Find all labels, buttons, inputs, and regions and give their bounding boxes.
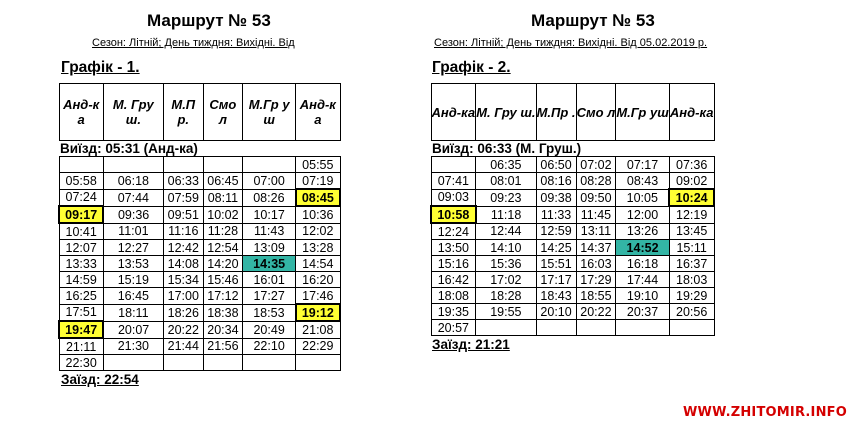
table-row xyxy=(431,206,714,223)
time-cell: 08:26 xyxy=(243,189,296,206)
time-cell: 11:01 xyxy=(103,223,163,240)
time-cell: 14:52 xyxy=(616,240,670,256)
time-cell: 18:38 xyxy=(203,304,242,321)
table-row xyxy=(431,240,714,256)
table-row xyxy=(59,173,340,190)
time-cell: 18:43 xyxy=(536,288,576,304)
time-cell: 11:16 xyxy=(163,223,203,240)
time-cell: 22:29 xyxy=(296,338,340,355)
season-info: Сезон: Літній; День тиждня: Вихідні. Від 05.02.2019 р. xyxy=(434,37,708,49)
time-cell: 08:43 xyxy=(616,173,670,190)
time-cell xyxy=(576,320,616,336)
time-cell: 14:20 xyxy=(203,256,242,272)
time-cell xyxy=(203,355,242,371)
time-cell: 20:22 xyxy=(163,321,203,338)
time-cell xyxy=(103,355,163,371)
time-cell: 14:59 xyxy=(59,272,103,288)
time-cell: 06:18 xyxy=(103,173,163,190)
time-cell: 17:46 xyxy=(296,288,340,305)
time-cell: 20:10 xyxy=(536,304,576,320)
time-cell: 21:44 xyxy=(163,338,203,355)
time-cell: 12:02 xyxy=(296,223,340,240)
table-row xyxy=(431,288,714,304)
column-header: М.П р. xyxy=(163,84,203,141)
time-cell xyxy=(616,320,670,336)
time-cell: 10:02 xyxy=(203,206,242,223)
time-cell: 08:28 xyxy=(576,173,616,190)
time-cell: 06:50 xyxy=(536,157,576,173)
time-cell: 12:44 xyxy=(476,223,536,240)
table-row xyxy=(59,288,340,305)
time-cell: 08:16 xyxy=(536,173,576,190)
time-cell: 21:30 xyxy=(103,338,163,355)
time-cell: 12:24 xyxy=(431,223,476,240)
time-cell: 17:02 xyxy=(476,272,536,288)
time-cell: 11:28 xyxy=(203,223,242,240)
time-cell: 17:17 xyxy=(536,272,576,288)
column-header: М.Гр уш xyxy=(616,84,670,141)
route-title: Маршрут № 53 xyxy=(147,11,271,30)
time-cell: 22:30 xyxy=(59,355,103,371)
schedule-table xyxy=(58,83,341,371)
time-cell: 13:33 xyxy=(59,256,103,272)
time-cell: 15:19 xyxy=(103,272,163,288)
table-row xyxy=(59,304,340,321)
time-cell: 09:50 xyxy=(576,189,616,206)
time-cell: 20:37 xyxy=(616,304,670,320)
time-cell: 11:18 xyxy=(476,206,536,223)
time-cell: 18:55 xyxy=(576,288,616,304)
time-cell: 20:57 xyxy=(431,320,476,336)
time-cell: 11:45 xyxy=(576,206,616,223)
table-row xyxy=(59,355,340,371)
time-cell xyxy=(103,157,163,173)
column-header: М. Грy ш. xyxy=(103,84,163,141)
time-cell: 18:28 xyxy=(476,288,536,304)
time-cell: 15:36 xyxy=(476,256,536,272)
time-cell xyxy=(669,320,714,336)
departure-info: Виїзд: 05:31 (Анд-ка) xyxy=(59,141,340,157)
time-cell: 06:35 xyxy=(476,157,536,173)
time-cell: 13:53 xyxy=(103,256,163,272)
time-cell: 17:12 xyxy=(203,288,242,305)
time-cell: 12:42 xyxy=(163,240,203,256)
time-cell: 18:26 xyxy=(163,304,203,321)
header-row xyxy=(59,84,340,141)
table-row xyxy=(59,338,340,355)
graph-label: Графік - 2. xyxy=(432,59,511,76)
time-cell: 10:05 xyxy=(616,189,670,206)
column-header: Смо л xyxy=(203,84,242,141)
time-cell xyxy=(243,355,296,371)
time-cell xyxy=(203,157,242,173)
time-cell: 12:59 xyxy=(536,223,576,240)
time-cell: 18:08 xyxy=(431,288,476,304)
time-cell: 14:10 xyxy=(476,240,536,256)
time-cell: 16:18 xyxy=(616,256,670,272)
time-cell: 21:56 xyxy=(203,338,242,355)
site-watermark: WWW.ZHITOMIR.INFO xyxy=(683,405,847,420)
time-cell: 15:34 xyxy=(163,272,203,288)
time-cell: 07:19 xyxy=(296,173,340,190)
time-cell: 10:24 xyxy=(669,189,714,206)
time-cell: 16:37 xyxy=(669,256,714,272)
time-cell: 21:11 xyxy=(59,338,103,355)
table-row xyxy=(431,189,714,206)
time-cell: 17:27 xyxy=(243,288,296,305)
time-cell: 16:01 xyxy=(243,272,296,288)
table-row xyxy=(59,206,340,223)
column-header: Анд-ка xyxy=(59,84,103,141)
time-cell: 09:36 xyxy=(103,206,163,223)
time-cell xyxy=(163,157,203,173)
return-time: Заїзд: 22:54 xyxy=(61,372,139,387)
time-cell: 06:45 xyxy=(203,173,242,190)
time-cell: 09:03 xyxy=(431,189,476,206)
time-cell: 16:45 xyxy=(103,288,163,305)
time-cell: 15:16 xyxy=(431,256,476,272)
time-cell: 14:25 xyxy=(536,240,576,256)
graph-label: Графік - 1. xyxy=(61,59,140,76)
time-cell: 09:17 xyxy=(59,206,103,223)
time-cell: 15:46 xyxy=(203,272,242,288)
time-cell: 07:41 xyxy=(431,173,476,190)
table-row xyxy=(431,304,714,320)
time-cell xyxy=(296,355,340,371)
time-cell: 13:11 xyxy=(576,223,616,240)
table-row xyxy=(59,272,340,288)
time-cell: 08:11 xyxy=(203,189,242,206)
time-cell: 07:59 xyxy=(163,189,203,206)
time-cell: 22:10 xyxy=(243,338,296,355)
time-cell: 11:33 xyxy=(536,206,576,223)
table-row xyxy=(431,173,714,190)
departure-info: Виїзд: 06:33 (М. Груш.) xyxy=(431,141,714,157)
time-cell: 19:29 xyxy=(669,288,714,304)
time-cell: 15:11 xyxy=(669,240,714,256)
time-cell: 07:00 xyxy=(243,173,296,190)
time-cell: 19:12 xyxy=(296,304,340,321)
time-cell: 14:35 xyxy=(243,256,296,272)
time-cell: 18:11 xyxy=(103,304,163,321)
time-cell: 13:28 xyxy=(296,240,340,256)
time-cell: 10:17 xyxy=(243,206,296,223)
time-cell xyxy=(536,320,576,336)
table-row xyxy=(431,223,714,240)
time-cell: 05:55 xyxy=(296,157,340,173)
time-cell: 17:29 xyxy=(576,272,616,288)
time-cell: 05:58 xyxy=(59,173,103,190)
time-cell: 21:08 xyxy=(296,321,340,338)
time-cell: 19:35 xyxy=(431,304,476,320)
time-cell: 12:27 xyxy=(103,240,163,256)
time-cell: 12:19 xyxy=(669,206,714,223)
time-cell: 17:00 xyxy=(163,288,203,305)
table-row xyxy=(59,256,340,272)
time-cell: 13:09 xyxy=(243,240,296,256)
return-time: Заїзд: 21:21 xyxy=(432,337,510,352)
route-title: Маршрут № 53 xyxy=(531,11,655,30)
season-info: Сезон: Літній; День тиждня: Вихідні. Від xyxy=(92,37,295,49)
time-cell: 16:20 xyxy=(296,272,340,288)
time-cell: 18:03 xyxy=(669,272,714,288)
schedule-table xyxy=(430,83,715,336)
time-cell: 14:54 xyxy=(296,256,340,272)
time-cell: 13:50 xyxy=(431,240,476,256)
column-header: Анд-ка xyxy=(296,84,340,141)
time-cell xyxy=(476,320,536,336)
table-row xyxy=(59,223,340,240)
table-row xyxy=(59,189,340,206)
time-cell: 14:37 xyxy=(576,240,616,256)
time-cell: 16:42 xyxy=(431,272,476,288)
time-cell: 12:00 xyxy=(616,206,670,223)
time-cell: 12:54 xyxy=(203,240,242,256)
time-cell: 14:08 xyxy=(163,256,203,272)
time-cell: 10:41 xyxy=(59,223,103,240)
table-row xyxy=(59,321,340,338)
table-row xyxy=(431,272,714,288)
time-cell: 13:45 xyxy=(669,223,714,240)
time-cell: 07:02 xyxy=(576,157,616,173)
time-cell: 20:56 xyxy=(669,304,714,320)
time-cell: 11:43 xyxy=(243,223,296,240)
time-cell: 10:36 xyxy=(296,206,340,223)
time-cell: 19:10 xyxy=(616,288,670,304)
time-cell: 09:23 xyxy=(476,189,536,206)
table-row xyxy=(59,157,340,173)
time-cell: 16:25 xyxy=(59,288,103,305)
time-cell xyxy=(431,157,476,173)
time-cell: 07:24 xyxy=(59,189,103,206)
time-cell: 09:51 xyxy=(163,206,203,223)
header-row xyxy=(431,84,714,141)
time-cell: 16:03 xyxy=(576,256,616,272)
column-header: Смо л xyxy=(576,84,616,141)
time-cell: 13:26 xyxy=(616,223,670,240)
column-header: М. Гру ш. xyxy=(476,84,536,141)
time-cell: 20:49 xyxy=(243,321,296,338)
time-cell: 08:45 xyxy=(296,189,340,206)
time-cell: 19:47 xyxy=(59,321,103,338)
time-cell: 07:17 xyxy=(616,157,670,173)
time-cell: 07:44 xyxy=(103,189,163,206)
time-cell: 07:36 xyxy=(669,157,714,173)
time-cell: 06:33 xyxy=(163,173,203,190)
time-cell: 12:07 xyxy=(59,240,103,256)
table-row xyxy=(431,320,714,336)
time-cell: 20:22 xyxy=(576,304,616,320)
time-cell xyxy=(59,157,103,173)
time-cell: 20:07 xyxy=(103,321,163,338)
time-cell xyxy=(243,157,296,173)
time-cell: 09:38 xyxy=(536,189,576,206)
time-cell: 18:53 xyxy=(243,304,296,321)
column-header: Анд-ка xyxy=(431,84,476,141)
time-cell xyxy=(163,355,203,371)
time-cell: 09:02 xyxy=(669,173,714,190)
table-row xyxy=(59,240,340,256)
table-row xyxy=(431,157,714,173)
column-header: М.Гр уш xyxy=(243,84,296,141)
time-cell: 20:34 xyxy=(203,321,242,338)
time-cell: 10:58 xyxy=(431,206,476,223)
time-cell: 08:01 xyxy=(476,173,536,190)
column-header: Анд-ка xyxy=(669,84,714,141)
column-header: М.Пр . xyxy=(536,84,576,141)
time-cell: 19:55 xyxy=(476,304,536,320)
time-cell: 15:51 xyxy=(536,256,576,272)
time-cell: 17:44 xyxy=(616,272,670,288)
table-row xyxy=(431,256,714,272)
time-cell: 17:51 xyxy=(59,304,103,321)
